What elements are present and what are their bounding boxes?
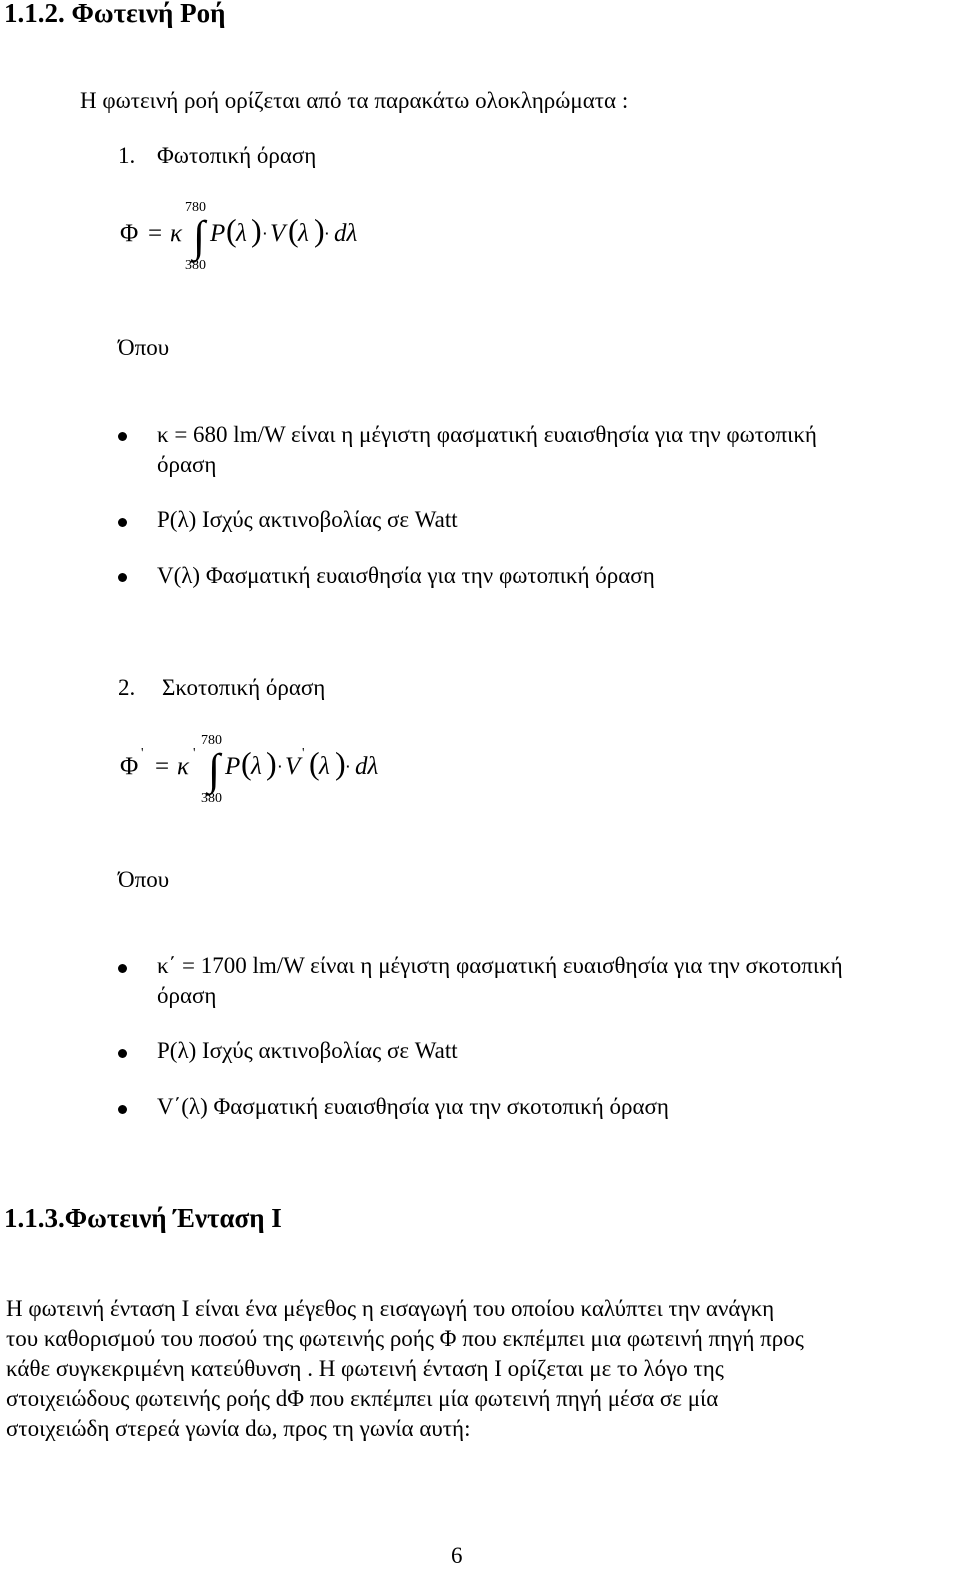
formula-1-coef: κ	[170, 220, 182, 247]
bullet-dot	[118, 432, 127, 441]
section-heading-luminous-flux: 1.1.2. Φωτεινή Ροή	[4, 0, 226, 28]
bullet-dot	[118, 573, 127, 582]
formula-2-paren-close-2: )	[335, 745, 346, 781]
bullet-dot	[118, 518, 127, 527]
bullet-2-sensitivity: V΄(λ) Φασματική ευαισθησία για την σκοτοπική όραση	[157, 1094, 669, 1119]
where-label-2: Όπου	[118, 867, 170, 892]
formula-1-dot-2: ⋅	[324, 224, 330, 244]
formula-2-equals: =	[155, 753, 170, 780]
section-heading-luminous-intensity: 1.1.3.Φωτεινή Ένταση Ι	[4, 1203, 282, 1233]
formula-1-integral: ∫	[193, 212, 206, 261]
formula-2-paren-open: (	[241, 745, 252, 781]
formula-2-lhs-prime: '	[141, 746, 144, 761]
formula-1-lower-limit: 380	[185, 258, 206, 273]
formula-2-lambda-2: λ	[319, 753, 330, 780]
bullet-2-power: P(λ) Ισχύς ακτινοβολίας σε Watt	[157, 1038, 458, 1063]
formula-2-coef: κ	[177, 753, 189, 780]
body-paragraph	[6, 1294, 951, 1444]
formula-1-paren-close: )	[251, 212, 262, 248]
formula-2-coef-prime: '	[193, 746, 196, 761]
formula-2-paren-close: )	[266, 745, 277, 781]
formula-1-upper-limit: 780	[185, 200, 206, 215]
formula-2-p: P	[225, 753, 241, 780]
formula-1-dot: ⋅	[262, 224, 268, 244]
formula-2-dot: ⋅	[277, 757, 283, 777]
where-label-1: Όπου	[118, 335, 170, 360]
formula-2-v: V	[285, 753, 301, 780]
paragraph-line: Η φωτεινή ένταση Ι είναι ένα μέγεθος η εισαγωγή του οποίου καλύπτει την ανάγκη	[6, 1296, 775, 1321]
paragraph-line: στοιχειώδους φωτεινής ροής dΦ που εκπέμπει μία φωτεινή πηγή μέσα σε μία	[6, 1386, 719, 1411]
item-1-title: Φωτοπική όραση	[157, 143, 317, 168]
formula-2-integral: ∫	[208, 745, 221, 794]
bullet-2-kappa-cont: όραση	[157, 983, 217, 1008]
bullet-2-kappa: κ΄ = 1700 lm/W είναι η μέγιστη φασματική ευαισθησία για την σκοτοπική	[157, 953, 843, 978]
intro-text: Η φωτεινή ροή ορίζεται από τα παρακάτω ολοκληρώματα :	[80, 88, 629, 113]
item-2-title: Σκοτοπική όραση	[162, 675, 326, 700]
formula-2-dot-2: ⋅	[345, 757, 351, 777]
bullet-1-kappa-cont: όραση	[157, 452, 217, 477]
formula-2-paren-open-2: (	[309, 745, 320, 781]
formula-1-lambda-2: λ	[298, 220, 309, 247]
bullet-1-power: P(λ) Ισχύς ακτινοβολίας σε Watt	[157, 507, 458, 532]
paragraph-line: του καθορισμού του ποσού της φωτεινής ροής Φ που εκπέμπει μια φωτεινή πηγή προς	[6, 1326, 804, 1351]
page-number: 6	[451, 1543, 463, 1568]
formula-2-lower-limit: 380	[201, 791, 222, 806]
formula-1-equals: =	[148, 220, 163, 247]
formula-2-lhs: Φ	[120, 753, 139, 780]
bullet-dot	[118, 1105, 127, 1114]
formula-1-paren-close-2: )	[314, 212, 325, 248]
bullet-1-kappa: κ = 680 lm/W είναι η μέγιστη φασματική ευαισθησία για την φωτοπική	[157, 422, 817, 447]
bullet-dot	[118, 964, 127, 973]
formula-1-lambda: λ	[236, 220, 247, 247]
paragraph-line: κάθε συγκεκριμένη κατεύθυνση . Η φωτεινή ένταση Ι ορίζεται με το λόγο της	[6, 1356, 724, 1381]
paragraph-line: στοιχειώδη στερεά γωνία dω, προς τη γωνία αυτή:	[6, 1416, 471, 1441]
formula-2-dlambda: dλ	[355, 753, 379, 780]
formula-1-lhs: Φ	[120, 220, 139, 247]
formula-1-paren-open-2: (	[288, 212, 299, 248]
formula-2-upper-limit: 780	[201, 733, 222, 748]
formula-1-paren-open: (	[226, 212, 237, 248]
formula-1-v: V	[270, 220, 286, 247]
bullet-dot	[118, 1049, 127, 1058]
item-2-number: 2.	[118, 675, 136, 700]
formula-2-lambda: λ	[251, 753, 262, 780]
formula-2-v-prime: '	[302, 746, 305, 761]
formula-1-dlambda: dλ	[334, 220, 358, 247]
formula-1-p: P	[210, 220, 226, 247]
item-1-number: 1.	[118, 143, 136, 168]
bullet-1-sensitivity: V(λ) Φασματική ευαισθησία για την φωτοπική όραση	[157, 563, 655, 588]
